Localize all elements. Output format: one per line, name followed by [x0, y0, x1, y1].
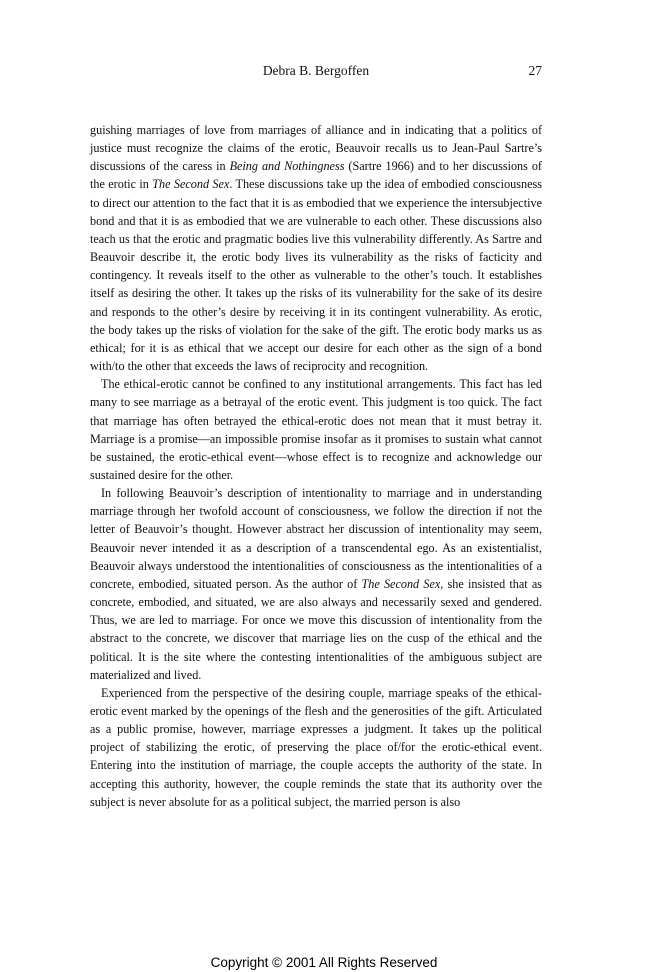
paragraph [90, 684, 542, 811]
running-head [90, 61, 542, 81]
paragraph [90, 484, 542, 684]
book-title: Being and Nothingness [229, 159, 345, 174]
book-title: The Second Sex [361, 576, 441, 591]
text-run: In following Beauvoir’s description of intentionality to marriage and in understanding marriage through her twofold account of consciousness, we follow the direction if not the letter of Beauvoir’s thought. However abstract her discussion of intentionality may seem, Beauvoir never intended it as a description of a transcendental ego. As an existentialist, Beauvoir always understood the intentionalities of consciousness as the intentionalities of a concrete, embodied, situated person. As the author of [90, 486, 542, 591]
copyright-notice: Copyright © 2001 All Rights Reserved [210, 955, 438, 970]
text-run: Experienced from the perspective of the desiring couple, marriage speaks of the ethical-erotic event marked by the openings of the flesh and the generosities of the gift. Articulated as a public promise, however, marriage expresses a judgment. It takes up the political project of stabilizing the erotic, of preserving the place of/for the erotic-ethical event. Entering into the institution of marriage, the couple accepts the authority of the state. In accepting this authority, however, the couple reminds the state that its authority over the subject is never absolute for as a political subject, the married person is also [90, 685, 542, 809]
text-run: (Sartre 1966) and to her discussions of the erotic in [90, 159, 542, 192]
body-text [90, 121, 542, 811]
text-run: guishing marriages of love from marriages of alliance and in indicating that a politics of justice must recognize the claims of the erotic, Beauvoir recalls us to Jean-Paul Sartre’s discussions of the caress in [90, 123, 542, 174]
running-head-author: Debra B. Bergoffen [262, 63, 370, 78]
paragraph [90, 375, 542, 484]
paragraph [90, 121, 542, 375]
page-number: 27 [528, 63, 542, 78]
text-run: . These discussions take up the idea of embodied consciousness to direct our attention to the fact that it is as embodied that we experience the intersubjective bond and that it is as embodied that we are vulnerable to each other. These discussions also teach us that the erotic and pragmatic bodies live this vulnerability differently. As Sartre and Beauvoir describe it, the erotic body lives its vulnerability as the risks of facticity and contingency. It reveals itself to the other as vulnerable to the other’s touch. It establishes itself as desiring the other. It takes up the risks of its vulnerability for the sake of its desire and responds to the other’s desire by receiving it in its contingent vulnerability. As erotic, the body takes up the risks of violation for the sake of the gift. The erotic body marks us as ethical; for it is as ethical that we accept our desire for each other as the sign of a bond with/to the other that exceeds the laws of reciprocity and recognition. [90, 177, 542, 374]
text-run: , she insisted that as concrete, embodied, and situated, we are also always and necessarily sexed and gendered. Thus, we are led to marriage. For once we move this discussion of intentionality from the abstract to the concrete, we discover that marriage lies on the cusp of the ethical and the political. It is the site where the contesting intentionalities of the ambiguous subject are materialized and lived. [90, 576, 543, 682]
text-run: The ethical-erotic cannot be confined to any institutional arrangements. This fact has led many to see marriage as a betrayal of the erotic event. This judgment is too quick. The fact that marriage has often betrayed the ethical-erotic does not mean that it must betray it. Marriage is a promise—an impossible promise insofar as it promises to sustain what cannot be sustained, the erotic-ethical event—whose effect is to recognize and acknowledge our sustained desire for the other. [90, 377, 542, 482]
book-title: The Second Sex [152, 177, 230, 192]
